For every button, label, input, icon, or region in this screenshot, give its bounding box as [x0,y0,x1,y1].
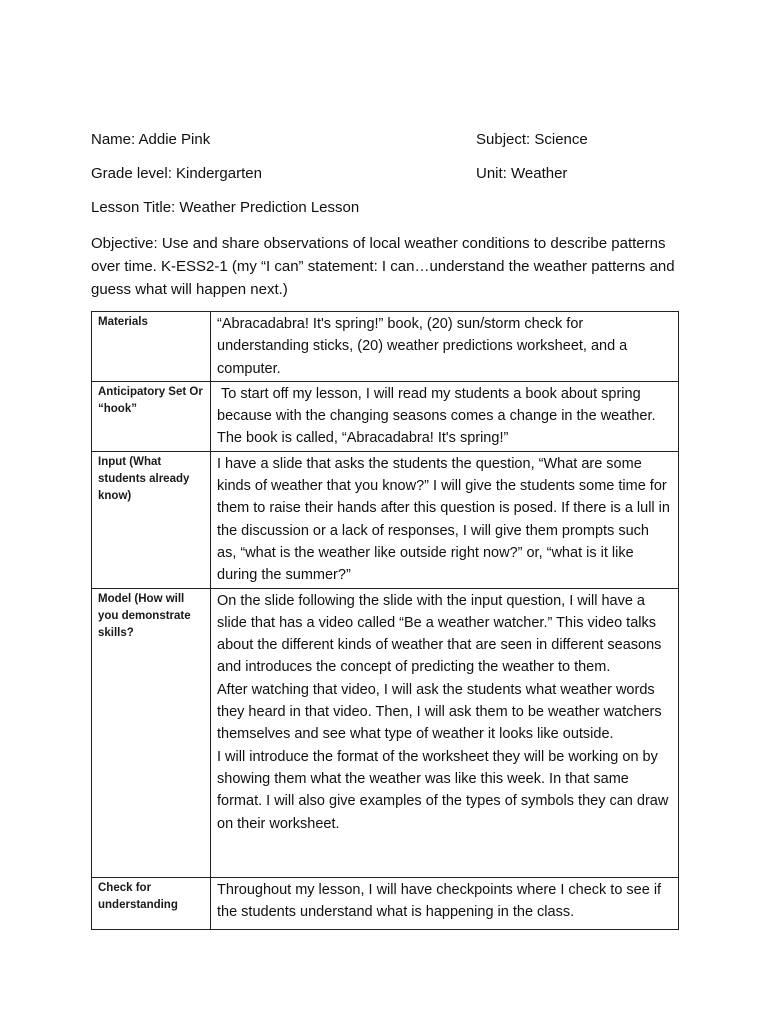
objective-text: Objective: Use and share observations of local weather conditions to describe patterns over time. K-ESS2-1 (my “I can” statement: I can…understand the weather patterns and guess what will happen next.) [91,235,675,298]
grade-level: Grade level: Kindergarten [91,165,262,182]
row-content [211,312,679,382]
row-paragraph: On the slide following the slide with the input question, I will have a slide that has a video called “Be a weather watcher.” This video talks about the different kinds of weather that are seen in different seasons and introduces the concept of predicting the weather to them. [217,592,662,676]
row-paragraph: After watching that video, I will ask the students what weather words they heard in that video. Then, I will ask them to be weather watchers themselves and see what type of weather it looks like outside. [217,681,662,743]
subject-field: Subject: Science [476,131,588,148]
header-row-1 [91,131,691,149]
unit-field: Unit: Weather [476,165,568,182]
row-paragraph: To start off my lesson, I will read my students a book about spring because with the changing seasons comes a change in the weather. The book is called, “Abracadabra! It's spring!” [217,385,660,447]
table-row [92,312,679,382]
table-row [92,588,679,877]
row-paragraph: Throughout my lesson, I will have checkpoints where I check to see if the students understand what is happening in the class. [217,881,662,920]
row-paragraph: I have a slide that asks the students the question, “What are some kinds of weather that you know?” I will give the students some time for them to raise their hands after this question is posed. If there is a lull in the discussion or a lack of responses, I will give them prompts such as, “what is the weather like outside right now?” or, “what is it like during the summer?” [217,455,670,584]
row-label: Model (How will you demonstrate skills? [92,588,211,877]
row-label: Input (What students already know) [92,451,211,588]
lesson-plan-table [91,311,679,930]
row-content [211,451,679,588]
row-content [211,588,679,877]
lesson-title: Lesson Title: Weather Prediction Lesson [91,199,360,216]
row-paragraph: “Abracadabra! It's spring!” book, (20) sun/storm check for understanding sticks, (20) weather predictions worksheet, and a computer. [217,316,628,377]
row-label: Materials [92,312,211,382]
row-content [211,381,679,451]
table-row [92,381,679,451]
row-label: Check for understanding [92,877,211,929]
row-paragraph: I will introduce the format of the worksheet they will be working on by showing them what the weather was like this week. In that same format. I will also give examples of the types of symbols they can draw on their worksheet. [217,748,669,832]
table-row [92,877,679,929]
table-row [92,451,679,588]
header-row-2 [91,165,691,183]
row-content [211,877,679,929]
teacher-name: Name: Addie Pink [91,131,211,148]
row-label: Anticipatory Set Or “hook” [92,381,211,451]
